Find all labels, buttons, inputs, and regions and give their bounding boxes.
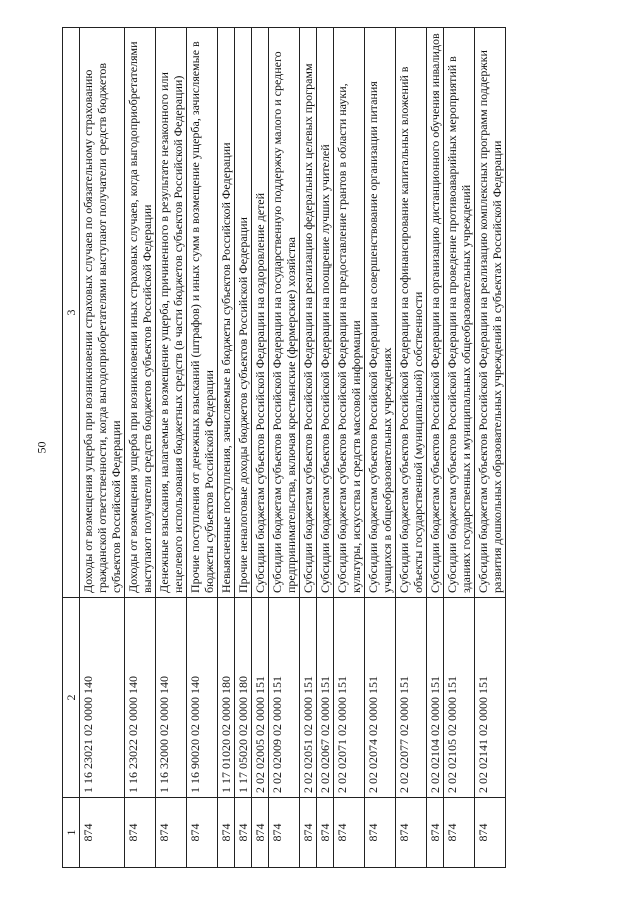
revenue-name-cell: Доходы от возмещения ущерба при возникновении иных страховых случаев, когда выгодоприобретателями выступают получатели средств бюджетов субъектов Российской Федерации xyxy=(125,28,156,598)
revenue-name-cell: Невыясненные поступления, зачисляемые в бюджеты субъектов Российской Федерации xyxy=(218,28,235,598)
revenue-name-cell: Субсидии бюджетам субъектов Российской Федерации на предоставление грантов в области науки, культуры, искусства и средств массовой информации xyxy=(334,28,365,598)
column-header-1: 1 xyxy=(63,798,80,868)
budget-code-cell: 2 02 02074 02 0000 151 xyxy=(365,598,396,798)
table-row xyxy=(252,28,269,868)
table-row xyxy=(444,28,475,868)
budget-code-cell: 2 02 02077 02 0000 151 xyxy=(396,598,427,798)
column-header-3: 3 xyxy=(63,28,80,598)
revenue-name-cell: Субсидии бюджетам субъектов Российской Федерации на организацию дистанционного обучения инвалидов xyxy=(427,28,444,598)
revenue-name-cell: Субсидии бюджетам субъектов Российской Федерации на поощрение лучших учителей xyxy=(317,28,334,598)
revenue-name-cell: Доходы от возмещения ущерба при возникновении страховых случаев по обязательному страхованию гражданской ответственности, когда выгодоприобретателями выступают получатели средств бюджетов субъектов Российской Федерации xyxy=(80,28,125,598)
revenue-name-cell: Субсидии бюджетам субъектов Российской Федерации на государственную поддержку малого и среднего предпринимательства, включая крестьянские (фермерские) хозяйства xyxy=(269,28,300,598)
budget-code-cell: 1 16 23022 02 0000 140 xyxy=(125,598,156,798)
budget-code-cell: 2 02 02009 02 0000 151 xyxy=(269,598,300,798)
revenue-name-cell: Субсидии бюджетам субъектов Российской Федерации на реализацию федеральных целевых программ xyxy=(300,28,317,598)
admin-code-cell: 874 xyxy=(125,798,156,868)
budget-code-cell: 2 02 02051 02 0000 151 xyxy=(300,598,317,798)
budget-code-cell: 2 02 02071 02 0000 151 xyxy=(334,598,365,798)
revenue-name-cell: Прочие неналоговые доходы бюджетов субъектов Российской Федерации xyxy=(235,28,252,598)
table-row xyxy=(300,28,317,868)
table-row xyxy=(125,28,156,868)
admin-code-cell: 874 xyxy=(187,798,218,868)
rotated-table-wrapper xyxy=(62,28,607,868)
admin-code-cell: 874 xyxy=(156,798,187,868)
revenue-name-cell: Субсидии бюджетам субъектов Российской Федерации на проведение противоаварийных мероприятий в зданиях государственных и муниципальных общеобразовательных учреждений xyxy=(444,28,475,598)
admin-code-cell: 874 xyxy=(475,798,506,868)
admin-code-cell: 874 xyxy=(427,798,444,868)
revenue-name-cell: Субсидии бюджетам субъектов Российской Федерации на софинансирование капитальных вложений в объекты государственной (муниципальной) собственности xyxy=(396,28,427,598)
revenue-name-cell: Субсидии бюджетам субъектов Российской Федерации на совершенствование организации питания учащихся в общеобразовательных учреждениях xyxy=(365,28,396,598)
budget-code-cell: 2 02 02141 02 0000 151 xyxy=(475,598,506,798)
table-row xyxy=(365,28,396,868)
revenue-name-cell: Субсидии бюджетам субъектов Российской Федерации на оздоровление детей xyxy=(252,28,269,598)
budget-code-cell: 2 02 02005 02 0000 151 xyxy=(252,598,269,798)
table-row xyxy=(187,28,218,868)
admin-code-cell: 874 xyxy=(269,798,300,868)
budget-code-cell: 1 16 32000 02 0000 140 xyxy=(156,598,187,798)
table-header-row xyxy=(63,28,80,868)
budget-code-cell: 2 02 02105 02 0000 151 xyxy=(444,598,475,798)
table-row xyxy=(317,28,334,868)
budget-code-cell: 2 02 02067 02 0000 151 xyxy=(317,598,334,798)
budget-code-cell: 1 17 05020 02 0000 180 xyxy=(235,598,252,798)
budget-code-cell: 1 17 01020 02 0000 180 xyxy=(218,598,235,798)
table-row xyxy=(427,28,444,868)
admin-code-cell: 874 xyxy=(317,798,334,868)
revenue-name-cell: Субсидии бюджетам субъектов Российской Федерации на реализацию комплексных программ поддержки развития дошкольных образовательных учреждений в субъектах Российской Федерации xyxy=(475,28,506,598)
table-body xyxy=(80,28,506,868)
revenue-name-cell: Денежные взыскания, налагаемые в возмещение ущерба, причиненного в результате незаконного или нецелевого использования бюджетных средств (в части бюджетов субъектов Российской Федерации) xyxy=(156,28,187,598)
admin-code-cell: 874 xyxy=(80,798,125,868)
table-row xyxy=(235,28,252,868)
admin-code-cell: 874 xyxy=(444,798,475,868)
table-row xyxy=(218,28,235,868)
table-row xyxy=(269,28,300,868)
budget-code-cell: 1 16 90020 02 0000 140 xyxy=(187,598,218,798)
admin-code-cell: 874 xyxy=(218,798,235,868)
table-row xyxy=(475,28,506,868)
page-number: 50 xyxy=(34,441,49,454)
table-row xyxy=(334,28,365,868)
revenue-codes-table xyxy=(62,27,506,868)
admin-code-cell: 874 xyxy=(334,798,365,868)
budget-code-cell: 1 16 23021 02 0000 140 xyxy=(80,598,125,798)
admin-code-cell: 874 xyxy=(235,798,252,868)
admin-code-cell: 874 xyxy=(252,798,269,868)
admin-code-cell: 874 xyxy=(396,798,427,868)
table-row xyxy=(80,28,125,868)
revenue-name-cell: Прочие поступления от денежных взысканий (штрафов) и иных сумм в возмещение ущерба, зачисляемые в бюджеты субъектов Российской Федерации xyxy=(187,28,218,598)
table-row xyxy=(396,28,427,868)
admin-code-cell: 874 xyxy=(300,798,317,868)
table-row xyxy=(156,28,187,868)
column-header-2: 2 xyxy=(63,598,80,798)
budget-code-cell: 2 02 02104 02 0000 151 xyxy=(427,598,444,798)
admin-code-cell: 874 xyxy=(365,798,396,868)
